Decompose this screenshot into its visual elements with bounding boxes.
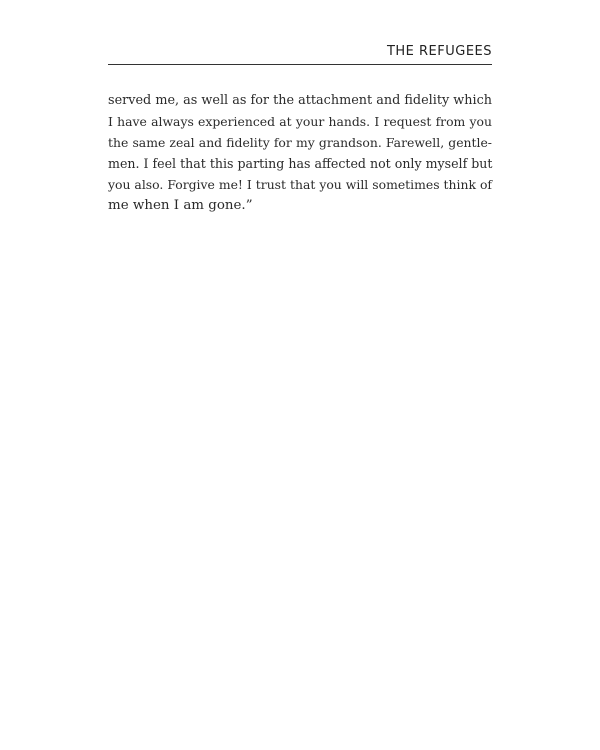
header-rule (108, 64, 492, 65)
text-line: you also. Forgive me! I trust that you will sometimes think of (108, 177, 492, 192)
text-line-last: me when I am gone.” (108, 198, 253, 213)
text-line: the same zeal and fidelity for my grandson. Farewell, gentle- (108, 135, 492, 150)
text-line: served me, as well as for the attachment and fidelity which (108, 93, 492, 108)
body-paragraph (108, 90, 492, 216)
running-header-title: THE REFUGEES (386, 44, 492, 59)
text-line: I have always experienced at your hands. I request from you (108, 114, 492, 129)
text-line: men. I feel that this parting has affected not only myself but (108, 156, 493, 171)
